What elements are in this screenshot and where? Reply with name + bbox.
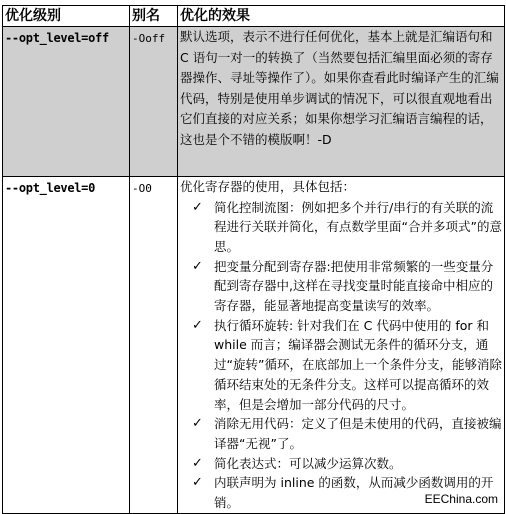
- effect-cell: [178, 27, 505, 177]
- optimization-table: [2, 5, 505, 514]
- checkmark-icon: ✓: [192, 258, 203, 274]
- level-value: --opt_level=off: [5, 31, 109, 45]
- checkmark-icon: ✓: [192, 416, 203, 432]
- alias-value: -Ooff: [132, 32, 166, 45]
- alias-cell: [130, 27, 178, 177]
- list-item: ✓ 内联声明为 inline 的函数，从而减少函数调用的开销。: [192, 475, 494, 511]
- table-row: [3, 27, 505, 177]
- optimization-list: [180, 198, 502, 513]
- effect-cell: [178, 177, 505, 514]
- effect-intro: 优化寄存器的使用，具体包括：: [180, 179, 356, 194]
- list-item: ✓ 把变量分配到寄存器:把使用非常频繁的一些变量分配到寄存器中,这样在寻找变量时能直接命中相应的寄存器，能显著地提高变量读写的效率。: [192, 258, 494, 314]
- alias-cell: [130, 177, 178, 514]
- level-cell: [3, 177, 130, 514]
- checkmark-icon: ✓: [192, 317, 203, 333]
- list-item: ✓ 简化表达式：可以减少运算次数。: [192, 454, 502, 474]
- alias-value: -O0: [132, 182, 152, 195]
- header-alias: 别名: [130, 6, 178, 27]
- level-cell: [3, 27, 130, 177]
- header-level: 优化级别: [3, 6, 130, 27]
- checkmark-icon: ✓: [192, 475, 203, 491]
- checkmark-icon: ✓: [192, 455, 203, 471]
- list-item: ✓ 消除无用代码：定义了但是未使用的代码，直接被编译器“无视”了。: [192, 416, 502, 451]
- checkmark-icon: ✓: [192, 199, 203, 215]
- header-effect: 优化的效果: [178, 6, 505, 27]
- table-header-row: [3, 6, 505, 27]
- effect-text: 默认选项，表示不进行任何优化，基本上就是汇编语句和 C 语句一对一的转换了（当然要包括汇编里面必须的寄存器操作、寻址等操作了）。如果你查看此时编译产生的汇编代码，特别是使用单步调试的情况下，可以很直观地看出它们直接的对应关系；如果你想学习汇编语言编程的话，这也是个不错的模版啊！-D: [180, 29, 499, 147]
- list-item: ✓ 简化控制流图：例如把多个并行/串行的有关联的流程进行关联并简化，有点数学里面“合并多项式”的意思。: [192, 199, 502, 254]
- watermark: EEChina.com: [424, 492, 498, 506]
- list-item: ✓ 执行循环旋转: 针对我们在 C 代码中使用的 for 和 while 而言；编译器会测试无条件的循环分支，通过“旋转”循环，在底部加上一个条件分支，能够消除循环结束处的无条件分支。这样可以提高循环的效率，但是会增加一部分代码的尺寸。: [192, 317, 502, 412]
- level-value: --opt_level=0: [5, 181, 96, 195]
- table-row: [3, 177, 505, 514]
